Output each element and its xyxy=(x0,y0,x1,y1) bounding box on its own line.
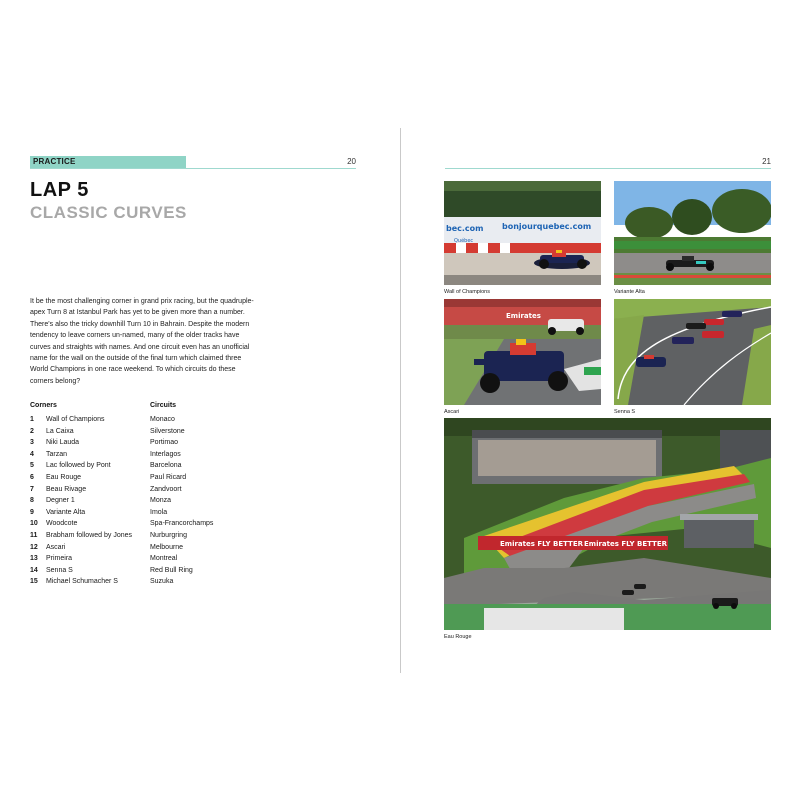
circuit-item: Spa-Francorchamps xyxy=(150,520,214,528)
corner-number: 7 xyxy=(30,485,34,493)
circuit-item: Imola xyxy=(150,508,168,516)
circuit-item: Barcelona xyxy=(150,462,182,470)
corner-item xyxy=(30,484,150,496)
photo-eau-rouge-image xyxy=(444,418,771,630)
photo-ascari-image xyxy=(444,299,601,405)
photo-senna-s xyxy=(614,299,771,405)
corner-name: Senna S xyxy=(46,566,73,574)
corner-item xyxy=(30,518,150,530)
corner-item xyxy=(30,460,150,472)
photo-ascari xyxy=(444,299,601,405)
photo-wall-of-champions xyxy=(444,181,601,285)
photo-caption: Eau Rouge xyxy=(444,634,472,640)
corner-item xyxy=(30,449,150,461)
section-label: PRACTICE xyxy=(33,157,76,166)
page-header-rule xyxy=(445,156,771,169)
corner-item xyxy=(30,565,150,577)
corner-item xyxy=(30,507,150,519)
circuit-item: Monaco xyxy=(150,416,175,423)
circuit-item: Silverstone xyxy=(150,427,185,435)
corner-name: Tarzan xyxy=(46,450,68,458)
photo-caption: Ascari xyxy=(444,409,460,415)
page-title: LAP 5 xyxy=(30,179,89,201)
corner-name: Michael Schumacher S xyxy=(46,578,118,586)
section-header xyxy=(30,156,356,169)
corner-item xyxy=(30,530,150,542)
page-number-right: 21 xyxy=(762,157,771,166)
corners-list xyxy=(30,414,150,588)
circuit-item: Red Bull Ring xyxy=(150,566,193,574)
circuit-item: Monza xyxy=(150,497,172,505)
banner-text: bonjourquebec.com xyxy=(502,222,592,231)
banner-text: Emirates FLY BETTER xyxy=(584,540,668,548)
corner-item xyxy=(30,495,150,507)
corner-number: 5 xyxy=(30,462,34,470)
corner-item xyxy=(30,553,150,565)
corner-item xyxy=(30,426,150,438)
photo-caption: Variante Alta xyxy=(614,289,645,295)
corner-item xyxy=(30,437,150,449)
photo-caption: Senna S xyxy=(614,409,636,415)
corner-number: 11 xyxy=(30,531,38,539)
corner-name: Ascari xyxy=(46,543,66,551)
corner-number: 3 xyxy=(30,439,34,447)
corner-item xyxy=(30,542,150,554)
photo-caption: Wall of Champions xyxy=(444,289,490,295)
corner-number: 4 xyxy=(30,450,34,458)
corner-name: Degner 1 xyxy=(46,497,75,505)
corner-name: Lac followed by Pont xyxy=(46,462,111,470)
banner-text: Emirates FLY BETTER xyxy=(500,540,584,548)
corner-number: 12 xyxy=(30,543,38,551)
corner-name: Eau Rouge xyxy=(46,473,82,481)
banner-text: Emirates xyxy=(506,312,541,320)
circuit-item: Portimao xyxy=(150,439,179,447)
circuit-item: Suzuka xyxy=(150,578,174,586)
corner-number: 2 xyxy=(30,427,34,435)
corner-number: 8 xyxy=(30,497,34,505)
photo-variante-alta xyxy=(614,181,771,285)
circuit-item: Interlagos xyxy=(150,450,181,458)
corner-name: Woodcote xyxy=(46,520,78,528)
right-page xyxy=(401,0,800,800)
circuit-item: Paul Ricard xyxy=(150,473,187,481)
circuit-item: Nurburgring xyxy=(150,531,187,539)
corner-number: 10 xyxy=(30,520,38,528)
corner-number: 15 xyxy=(30,578,38,586)
page-number-left: 20 xyxy=(347,157,356,166)
corner-number: 14 xyxy=(30,566,38,574)
circuit-item: Montreal xyxy=(150,555,178,563)
circuits-heading: Circuits xyxy=(150,402,177,409)
corner-name: Beau Rivage xyxy=(46,485,87,493)
banner-text: bec.com xyxy=(446,224,484,233)
corners-heading: Corners xyxy=(30,402,57,409)
photo-variante-alta-image xyxy=(614,181,771,285)
circuit-item: Melbourne xyxy=(150,543,184,551)
photo-wall-of-champions-image xyxy=(444,181,601,285)
circuit-item: Zandvoort xyxy=(150,485,182,493)
corner-number: 13 xyxy=(30,555,38,563)
corner-name: Variante Alta xyxy=(46,508,86,516)
banner-text: Québec xyxy=(454,238,474,244)
circuits-list xyxy=(150,414,260,588)
corner-name: Brabham followed by Jones xyxy=(46,531,132,539)
corner-number: 9 xyxy=(30,508,34,516)
corner-item xyxy=(30,576,150,588)
photo-senna-s-image xyxy=(614,299,771,405)
corner-number: 1 xyxy=(30,416,34,423)
corner-name: Niki Lauda xyxy=(46,439,80,447)
corner-name: La Caixa xyxy=(46,427,74,435)
corner-number: 6 xyxy=(30,473,34,481)
photo-eau-rouge xyxy=(444,418,771,630)
corner-item xyxy=(30,472,150,484)
corner-item xyxy=(30,414,150,426)
corner-name: Primeira xyxy=(46,555,73,563)
corner-name: Wall of Champions xyxy=(46,416,105,423)
intro-paragraph: It be the most challenging corner in grand prix racing, but the quadruple-apex Turn 8 at Istanbul Park has yet to be given more than a number. There's also the tricky downhill Turn 10 in Bahrain. Despite the modern tendency to leave corners un-named, many of the older tracks have curves and straights with names. And one circuit even has an unofficial name for the wall on the outside of the final turn which claimed three World Champions in one race weekend. To which circuits do these corners belong? xyxy=(30,298,254,385)
page-subtitle: CLASSIC CURVES xyxy=(30,203,187,222)
